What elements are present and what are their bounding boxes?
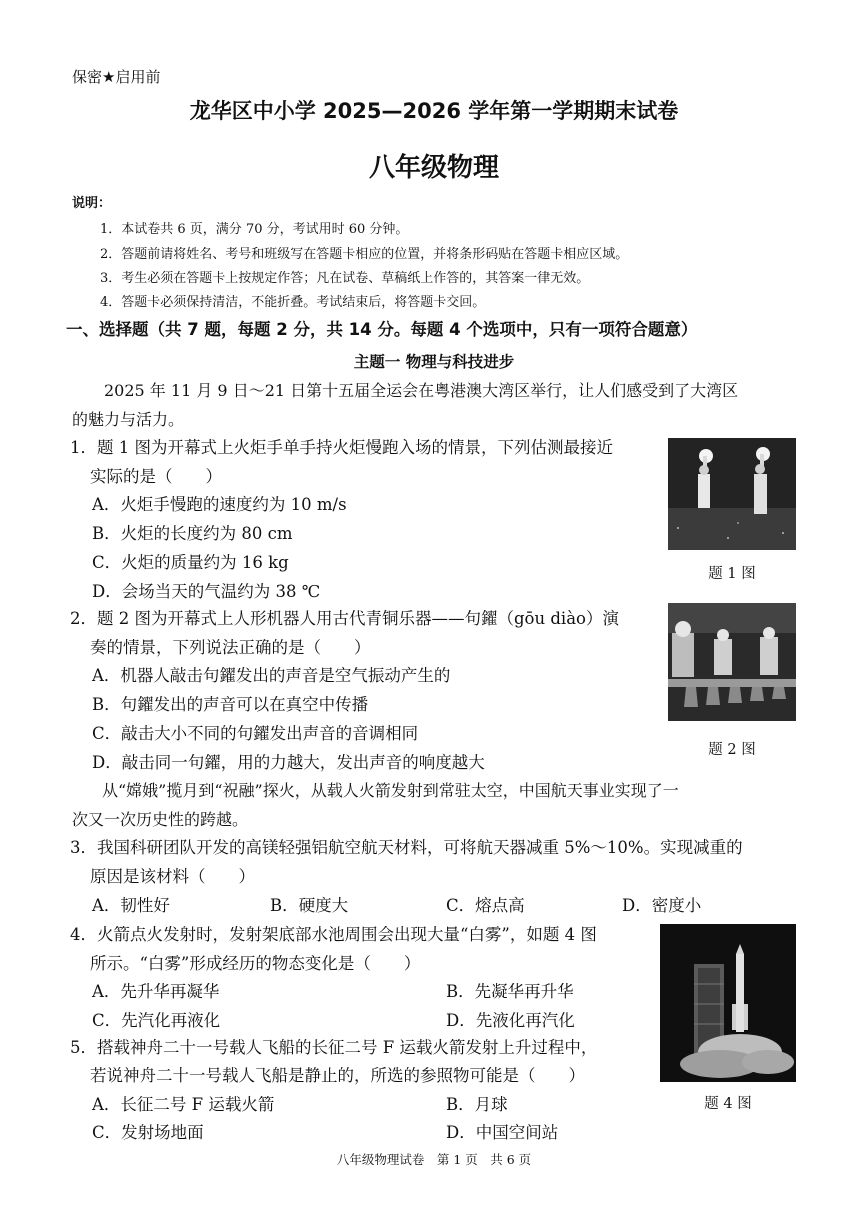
- question-1-option-d: D．会场当天的气温约为 38 ℃: [92, 582, 321, 601]
- question-3-stem: 3．我国科研团队开发的高镁轻强铝航空航天材料，可将航天器减重 5%～10%。实现减重的: [70, 838, 743, 857]
- instruction-item: 2．答题前请将姓名、考号和班级写在答题卡相应的位置，并将条形码贴在答题卡相应区域。: [100, 247, 629, 262]
- figure-2-caption: 题 2 图: [708, 742, 756, 758]
- question-1-option-c: C．火炬的质量约为 16 kg: [92, 553, 289, 572]
- question-2-stem-cont: 奏的情景，下列说法正确的是（ ）: [90, 638, 371, 657]
- question-5-option-d: D．中国空间站: [446, 1123, 559, 1142]
- figure-1-torchbearers-photo: [668, 438, 796, 550]
- subject-title: 八年级物理: [368, 153, 499, 183]
- intro-paragraph-cont: 的魅力与活力。: [72, 410, 185, 429]
- instruction-item: 4．答题卡必须保持清洁，不能折叠。考试结束后，将答题卡交回。: [100, 295, 486, 310]
- question-5-option-b: B．月球: [446, 1095, 508, 1114]
- question-4-option-d: D．先液化再汽化: [446, 1011, 575, 1030]
- question-3-option-d: D．密度小: [622, 896, 702, 915]
- question-2-option-c: C．敲击大小不同的句鑃发出声音的音调相同: [92, 724, 419, 743]
- figure-4-caption: 题 4 图: [704, 1096, 752, 1112]
- question-1-option-b: B．火炬的长度约为 80 cm: [92, 524, 293, 543]
- question-5-stem-cont: 若说神舟二十一号载人飞船是静止的，所选的参照物可能是（ ）: [90, 1066, 585, 1085]
- question-1-option-a: A．火炬手慢跑的速度约为 10 m/s: [92, 495, 347, 514]
- question-2-option-b: B．句鑃发出的声音可以在真空中传播: [92, 695, 369, 714]
- confidential-label: 保密★启用前: [72, 68, 161, 86]
- question-5-stem: 5．搭载神舟二十一号载人飞船的长征二号 F 运载火箭发射上升过程中，: [70, 1038, 598, 1057]
- question-5-option-c: C．发射场地面: [92, 1123, 204, 1142]
- question-2-option-d: D．敲击同一句鑃，用的力越大，发出声音的响度越大: [92, 753, 485, 772]
- figure-1-caption: 题 1 图: [708, 566, 756, 582]
- theme-heading: 主题一 物理与科技进步: [353, 353, 515, 371]
- figure-2-robots-photo: [668, 603, 796, 721]
- question-4-option-b: B．先凝华再升华: [446, 982, 574, 1001]
- question-4-option-a: A．先升华再凝华: [92, 982, 220, 1001]
- question-3-stem-cont: 原因是该材料（ ）: [90, 867, 255, 886]
- section-heading: 一、选择题（共 7 题，每题 2 分，共 14 分。每题 4 个选项中，只有一项符合题意）: [66, 320, 698, 339]
- question-3-option-a: A．韧性好: [92, 896, 170, 915]
- question-4-stem-cont: 所示。“白雾”形成经历的物态变化是（ ）: [90, 954, 421, 973]
- space-intro-paragraph-cont: 次又一次历史性的跨越。: [72, 810, 249, 829]
- question-4-option-c: C．先汽化再液化: [92, 1011, 221, 1030]
- question-5-option-a: A．长征二号 F 运载火箭: [92, 1095, 275, 1114]
- question-3-option-b: B．硬度大: [270, 896, 349, 915]
- question-3-option-c: C．熔点高: [446, 896, 525, 915]
- question-1-stem-cont: 实际的是（ ）: [90, 467, 222, 486]
- figure-4-rocket-launch-photo: [660, 924, 796, 1082]
- space-intro-paragraph: 从“嫦娥”揽月到“祝融”探火，从载人火箭发射到常驻太空，中国航天事业实现了一: [102, 781, 679, 800]
- question-4-stem: 4．火箭点火发射时，发射架底部水池周围会出现大量“白雾”，如题 4 图: [70, 925, 597, 944]
- question-1-stem: 1．题 1 图为开幕式上火炬手单手持火炬慢跑入场的情景，下列估测最接近: [70, 438, 613, 457]
- question-2-option-a: A．机器人敲击句鑃发出的声音是空气振动产生的: [92, 666, 451, 685]
- instruction-item: 3．考生必须在答题卡上按规定作答；凡在试卷、草稿纸上作答的，其答案一律无效。: [100, 271, 590, 286]
- question-2-stem: 2．题 2 图为开幕式上人形机器人用古代青铜乐器——句鑃（gōu diào）演: [70, 609, 619, 628]
- instructions-label: 说明：: [72, 196, 112, 211]
- instruction-item: 1．本试卷共 6 页，满分 70 分，考试用时 60 分钟。: [100, 222, 409, 237]
- intro-paragraph: 2025 年 11 月 9 日～21 日第十五届全运会在粤港澳大湾区举行，让人们感受到了大湾区: [104, 381, 739, 400]
- page-footer: 八年级物理试卷 第 1 页 共 6 页: [336, 1152, 532, 1167]
- exam-title: 龙华区中小学 2025—2026 学年第一学期期末试卷: [189, 99, 679, 123]
